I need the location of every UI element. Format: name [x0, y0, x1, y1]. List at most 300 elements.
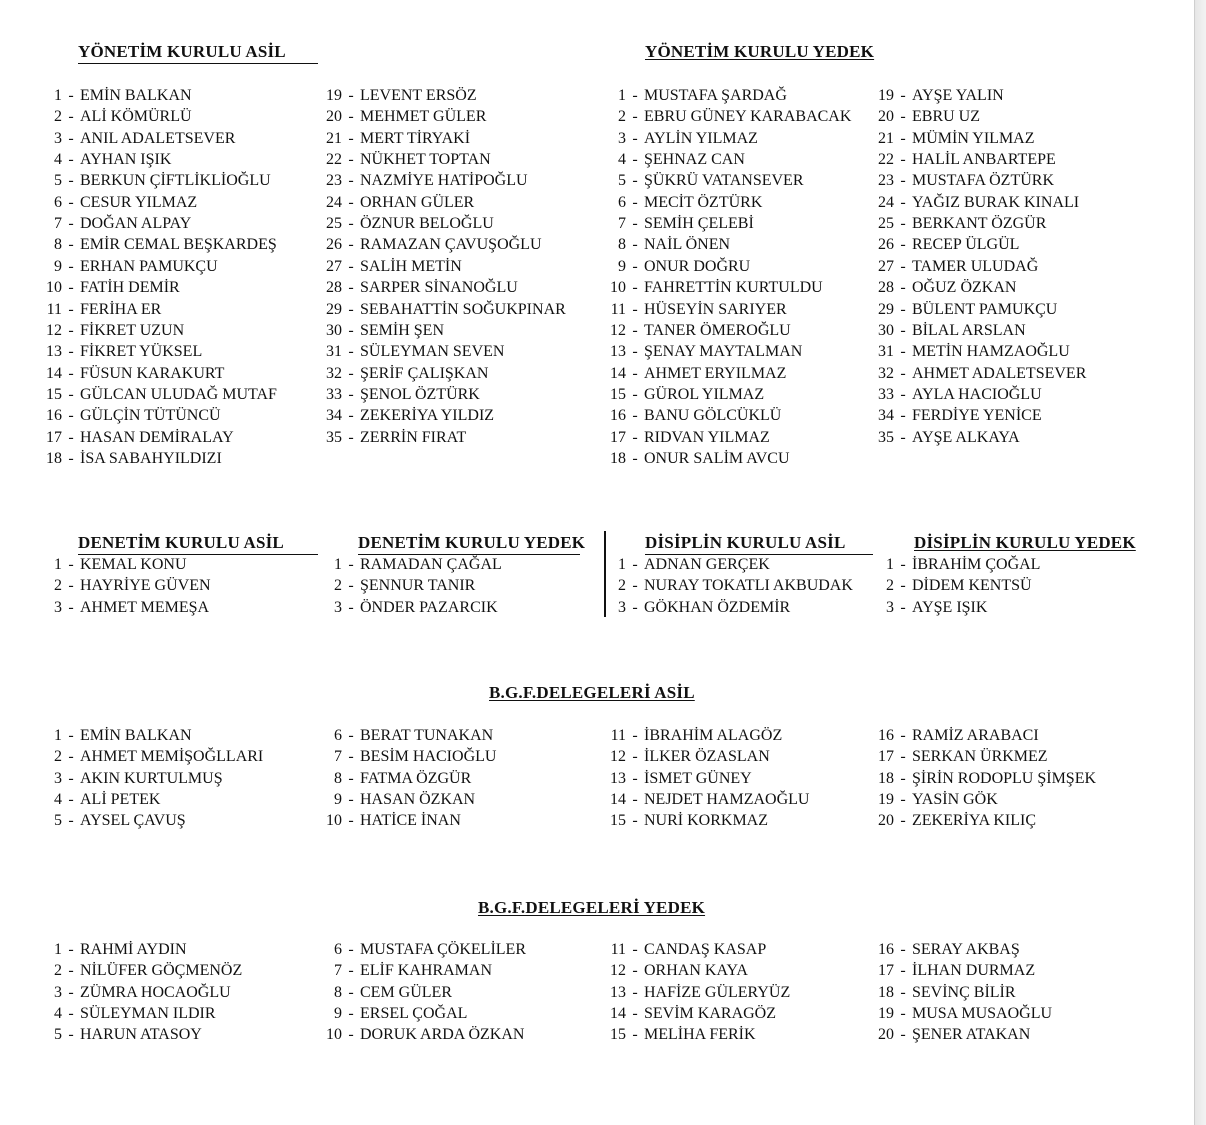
- member-name: ÖNDER PAZARCIK: [360, 598, 498, 616]
- list-item: [320, 128, 470, 149]
- item-number: 34: [878, 407, 894, 425]
- list-item: [40, 725, 192, 746]
- item-separator: -: [632, 791, 638, 809]
- member-name: SALİH METİN: [360, 257, 462, 275]
- list-item: [608, 575, 853, 596]
- list-item: [876, 106, 980, 127]
- item-separator: -: [900, 321, 906, 339]
- list-item: [876, 810, 1036, 831]
- item-separator: -: [68, 108, 74, 126]
- item-number: 2: [618, 108, 626, 126]
- item-number: 35: [878, 428, 894, 446]
- item-number: 1: [618, 556, 626, 573]
- item-separator: -: [348, 941, 354, 958]
- item-number: 10: [326, 1026, 342, 1044]
- item-number: 10: [610, 279, 626, 297]
- list-item: [320, 789, 475, 810]
- member-name: MELİHA FERİK: [644, 1026, 756, 1044]
- member-name: AHMET ADALETSEVER: [912, 364, 1087, 382]
- item-number: 21: [326, 129, 342, 147]
- item-separator: -: [68, 449, 74, 467]
- member-name: FATMA ÖZGÜR: [360, 769, 472, 787]
- item-separator: -: [900, 769, 906, 787]
- member-name: AYSEL ÇAVUŞ: [80, 812, 186, 830]
- item-number: 31: [326, 343, 342, 361]
- member-name: ORHAN KAYA: [644, 962, 748, 980]
- item-separator: -: [68, 1026, 74, 1044]
- list-item: [320, 1024, 524, 1045]
- list-item: [608, 106, 851, 127]
- item-separator: -: [632, 748, 638, 766]
- item-separator: -: [632, 129, 638, 147]
- list-item: [876, 213, 1046, 234]
- item-separator: -: [632, 87, 638, 104]
- member-name: MECİT ÖZTÜRK: [644, 193, 763, 211]
- list-item: [40, 810, 186, 831]
- item-number: 6: [334, 727, 342, 744]
- list-item: [40, 363, 224, 384]
- heading-denetim-yedek: DENETİM KURULU YEDEK: [358, 533, 580, 555]
- item-number: 13: [46, 343, 62, 361]
- member-name: EMİN BALKAN: [80, 727, 192, 744]
- list-item: [608, 746, 770, 767]
- item-number: 12: [610, 321, 626, 339]
- list-item: [40, 128, 235, 149]
- member-name: SERKAN ÜRKMEZ: [912, 748, 1048, 766]
- item-separator: -: [900, 193, 906, 211]
- member-name: LEVENT ERSÖZ: [360, 87, 477, 104]
- list-item: [608, 299, 787, 320]
- list-item: [320, 256, 462, 277]
- item-separator: -: [68, 193, 74, 211]
- item-number: 7: [54, 215, 62, 233]
- item-number: 8: [618, 236, 626, 254]
- item-number: 20: [878, 1026, 894, 1044]
- member-name: SARPER SİNANOĞLU: [360, 279, 518, 297]
- list-item: [608, 725, 782, 746]
- item-separator: -: [68, 172, 74, 190]
- item-number: 9: [54, 257, 62, 275]
- member-name: AYŞE IŞIK: [912, 598, 988, 616]
- item-separator: -: [348, 556, 354, 573]
- list-item: [320, 810, 461, 831]
- item-number: 5: [54, 1026, 62, 1044]
- list-item: [320, 575, 475, 596]
- member-name: RAHMİ AYDIN: [80, 941, 187, 958]
- item-separator: -: [632, 1026, 638, 1044]
- member-name: CESUR YILMAZ: [80, 193, 198, 211]
- list-item: [608, 448, 790, 469]
- list-item: [608, 789, 809, 810]
- member-name: ZEKERİYA YILDIZ: [360, 407, 495, 425]
- item-separator: -: [348, 812, 354, 830]
- member-name: ZERRİN FIRAT: [360, 428, 467, 446]
- member-name: METİN HAMZAOĞLU: [912, 343, 1070, 361]
- item-separator: -: [632, 1005, 638, 1023]
- item-number: 1: [54, 87, 62, 104]
- item-separator: -: [632, 364, 638, 382]
- list-item: [608, 1003, 776, 1024]
- list-item: [608, 1024, 756, 1045]
- member-name: ŞÜKRÜ VATANSEVER: [644, 172, 804, 190]
- item-separator: -: [632, 983, 638, 1001]
- item-separator: -: [900, 962, 906, 980]
- list-item: [40, 256, 218, 277]
- list-item: [876, 789, 998, 810]
- item-separator: -: [632, 598, 638, 616]
- item-number: 4: [54, 151, 62, 169]
- item-number: 8: [54, 236, 62, 254]
- heading-bgf-asil-text: B.G.F.DELEGELERİ ASİL: [489, 683, 695, 702]
- heading-disiplin-asil: DİSİPLİN KURULU ASİL: [645, 533, 873, 555]
- list-item: [320, 597, 498, 618]
- member-name: MUSTAFA ŞARDAĞ: [644, 87, 787, 104]
- list-item: [876, 725, 1039, 746]
- member-name: RAMADAN ÇAĞAL: [360, 556, 502, 573]
- list-item: [876, 939, 1020, 960]
- item-number: 31: [878, 343, 894, 361]
- item-number: 24: [326, 193, 342, 211]
- item-number: 17: [610, 428, 626, 446]
- item-separator: -: [68, 727, 74, 744]
- item-number: 14: [610, 791, 626, 809]
- item-separator: -: [900, 1026, 906, 1044]
- item-separator: -: [900, 983, 906, 1001]
- item-number: 15: [46, 385, 62, 403]
- member-name: SÜLEYMAN ILDIR: [80, 1005, 216, 1023]
- item-number: 23: [326, 172, 342, 190]
- list-item: [40, 789, 160, 810]
- item-number: 4: [54, 1005, 62, 1023]
- member-name: AKIN KURTULMUŞ: [80, 769, 223, 787]
- member-name: HARUN ATASOY: [80, 1026, 202, 1044]
- list-item: [608, 363, 786, 384]
- item-number: 8: [334, 983, 342, 1001]
- member-name: ORHAN GÜLER: [360, 193, 475, 211]
- item-number: 2: [54, 577, 62, 595]
- item-separator: -: [68, 279, 74, 297]
- member-name: ÖZNUR BELOĞLU: [360, 215, 494, 233]
- list-item: [876, 363, 1086, 384]
- item-number: 4: [618, 151, 626, 169]
- list-item: [876, 85, 1004, 106]
- item-separator: -: [900, 385, 906, 403]
- list-item: [40, 448, 222, 469]
- item-number: 18: [878, 983, 894, 1001]
- list-item: [320, 192, 474, 213]
- member-name: FAHRETTİN KURTULDU: [644, 279, 823, 297]
- member-name: EMİN BALKAN: [80, 87, 192, 104]
- item-number: 33: [326, 385, 342, 403]
- member-name: SERAY AKBAŞ: [912, 941, 1020, 958]
- member-name: İBRAHİM ALAGÖZ: [644, 727, 783, 744]
- member-name: RAMİZ ARABACI: [912, 727, 1039, 744]
- list-item: [608, 384, 764, 405]
- list-item: [876, 405, 1042, 426]
- item-number: 1: [54, 556, 62, 573]
- item-separator: -: [632, 321, 638, 339]
- item-number: 1: [54, 941, 62, 958]
- item-separator: -: [68, 407, 74, 425]
- list-item: [876, 746, 1048, 767]
- item-number: 17: [878, 748, 894, 766]
- list-item: [320, 170, 528, 191]
- item-number: 12: [46, 321, 62, 339]
- list-item: [40, 597, 209, 618]
- member-name: FÜSUN KARAKURT: [80, 364, 225, 382]
- item-separator: -: [348, 577, 354, 595]
- item-separator: -: [68, 385, 74, 403]
- item-number: 18: [46, 449, 62, 467]
- list-item: [320, 234, 542, 255]
- list-item: [40, 554, 187, 575]
- member-name: SEVİNÇ BİLİR: [912, 983, 1016, 1001]
- item-number: 29: [326, 300, 342, 318]
- item-number: 7: [618, 215, 626, 233]
- item-number: 5: [54, 172, 62, 190]
- list-item: [876, 299, 1057, 320]
- item-number: 23: [878, 172, 894, 190]
- member-name: ANIL ADALETSEVER: [80, 129, 236, 147]
- item-separator: -: [68, 598, 74, 616]
- member-name: MUSTAFA ÖZTÜRK: [912, 172, 1054, 190]
- item-number: 12: [610, 962, 626, 980]
- item-number: 5: [54, 812, 62, 830]
- member-name: EBRU GÜNEY KARABACAK: [644, 108, 852, 126]
- item-separator: -: [632, 727, 638, 744]
- list-item: [876, 1024, 1030, 1045]
- item-separator: -: [348, 428, 354, 446]
- list-item: [608, 320, 791, 341]
- member-name: SEMİH ÇELEBİ: [644, 215, 754, 233]
- item-number: 11: [610, 727, 626, 744]
- list-item: [320, 768, 471, 789]
- member-name: BERAT TUNAKAN: [360, 727, 494, 744]
- item-separator: -: [68, 769, 74, 787]
- item-number: 3: [54, 598, 62, 616]
- member-name: AHMET ERYILMAZ: [644, 364, 787, 382]
- list-item: [320, 427, 466, 448]
- member-name: ALİ PETEK: [80, 791, 161, 809]
- member-name: SEBAHATTİN SOĞUKPINAR: [360, 300, 566, 318]
- item-separator: -: [68, 236, 74, 254]
- item-separator: -: [348, 172, 354, 190]
- list-item: [320, 982, 452, 1003]
- item-number: 20: [878, 108, 894, 126]
- item-number: 26: [878, 236, 894, 254]
- item-number: 9: [618, 257, 626, 275]
- heading-bgf-yedek-text: B.G.F.DELEGELERİ YEDEK: [478, 898, 706, 917]
- item-number: 16: [878, 727, 894, 744]
- list-item: [876, 768, 1096, 789]
- member-name: YASİN GÖK: [912, 791, 998, 809]
- item-separator: -: [348, 1005, 354, 1023]
- item-separator: -: [68, 983, 74, 1001]
- list-item: [608, 810, 768, 831]
- member-name: GÜLCAN ULUDAĞ MUTAF: [80, 385, 277, 403]
- item-number: 16: [878, 941, 894, 958]
- list-item: [320, 384, 480, 405]
- member-name: ŞENOL ÖZTÜRK: [360, 385, 480, 403]
- item-number: 22: [326, 151, 342, 169]
- list-item: [608, 128, 758, 149]
- member-name: ELİF KAHRAMAN: [360, 962, 492, 980]
- heading-disiplin-yedek: [914, 533, 1136, 553]
- item-number: 2: [54, 748, 62, 766]
- item-number: 3: [54, 129, 62, 147]
- item-separator: -: [632, 941, 638, 958]
- member-name: NİLÜFER GÖÇMENÖZ: [80, 962, 243, 980]
- item-number: 32: [326, 364, 342, 382]
- member-name: NURAY TOKATLI AKBUDAK: [644, 577, 853, 595]
- member-name: ŞİRİN RODOPLU ŞİMŞEK: [912, 769, 1097, 787]
- member-name: BERKUN ÇİFTLİKLİOĞLU: [80, 172, 271, 190]
- member-name: AYHAN IŞIK: [80, 151, 172, 169]
- list-item: [320, 939, 526, 960]
- item-separator: -: [68, 300, 74, 318]
- item-separator: -: [900, 279, 906, 297]
- item-number: 15: [610, 812, 626, 830]
- member-name: ŞENNUR TANIR: [360, 577, 476, 595]
- member-name: FİKRET UZUN: [80, 321, 185, 339]
- item-number: 30: [878, 321, 894, 339]
- item-separator: -: [632, 556, 638, 573]
- item-separator: -: [632, 769, 638, 787]
- item-separator: -: [348, 321, 354, 339]
- item-number: 17: [46, 428, 62, 446]
- member-name: BÜLENT PAMUKÇU: [912, 300, 1058, 318]
- list-item: [608, 982, 790, 1003]
- item-number: 2: [54, 962, 62, 980]
- member-name: İLKER ÖZASLAN: [644, 748, 770, 766]
- item-number: 18: [878, 769, 894, 787]
- member-name: ERHAN PAMUKÇU: [80, 257, 218, 275]
- item-separator: -: [900, 428, 906, 446]
- member-name: İSA SABAHYILDIZI: [80, 449, 222, 467]
- item-number: 5: [618, 172, 626, 190]
- list-item: [40, 1024, 202, 1045]
- item-separator: -: [68, 257, 74, 275]
- item-separator: -: [632, 343, 638, 361]
- item-separator: -: [632, 407, 638, 425]
- list-item: [40, 405, 221, 426]
- member-name: KEMAL KONU: [80, 556, 187, 573]
- item-separator: -: [348, 236, 354, 254]
- list-item: [40, 149, 171, 170]
- member-name: İBRAHİM ÇOĞAL: [912, 556, 1041, 573]
- item-separator: -: [900, 129, 906, 147]
- item-number: 25: [326, 215, 342, 233]
- item-separator: -: [348, 279, 354, 297]
- member-name: RAMAZAN ÇAVUŞOĞLU: [360, 236, 542, 254]
- list-item: [40, 939, 187, 960]
- item-number: 7: [334, 962, 342, 980]
- item-separator: -: [348, 727, 354, 744]
- item-number: 6: [618, 193, 626, 211]
- list-item: [40, 427, 234, 448]
- item-separator: -: [632, 151, 638, 169]
- item-number: 16: [610, 407, 626, 425]
- item-separator: -: [900, 1005, 906, 1023]
- list-item: [876, 170, 1054, 191]
- member-name: HÜSEYİN SARIYER: [644, 300, 787, 318]
- member-name: İLHAN DURMAZ: [912, 962, 1036, 980]
- item-number: 13: [610, 983, 626, 1001]
- member-name: NURİ KORKMAZ: [644, 812, 768, 830]
- member-name: AYLA HACIOĞLU: [912, 385, 1042, 403]
- item-separator: -: [348, 87, 354, 104]
- item-separator: -: [68, 364, 74, 382]
- item-separator: -: [348, 407, 354, 425]
- member-name: HAYRİYE GÜVEN: [80, 577, 211, 595]
- item-number: 18: [610, 449, 626, 467]
- item-number: 2: [54, 108, 62, 126]
- list-item: [876, 256, 1038, 277]
- item-number: 7: [334, 748, 342, 766]
- item-separator: -: [900, 727, 906, 744]
- item-number: 6: [334, 941, 342, 958]
- member-name: ERSEL ÇOĞAL: [360, 1005, 468, 1023]
- item-number: 30: [326, 321, 342, 339]
- member-name: AYŞE YALIN: [912, 87, 1004, 104]
- member-name: FİKRET YÜKSEL: [80, 343, 203, 361]
- item-number: 22: [878, 151, 894, 169]
- item-separator: -: [348, 1026, 354, 1044]
- member-name: FATİH DEMİR: [80, 279, 180, 297]
- item-separator: -: [900, 343, 906, 361]
- item-number: 3: [618, 598, 626, 616]
- item-number: 10: [326, 812, 342, 830]
- member-name: OĞUZ ÖZKAN: [912, 279, 1017, 297]
- item-number: 19: [326, 87, 342, 104]
- item-number: 11: [46, 300, 62, 318]
- member-name: EMİR CEMAL BEŞKARDEŞ: [80, 236, 277, 254]
- list-item: [876, 341, 1070, 362]
- item-number: 25: [878, 215, 894, 233]
- list-item: [876, 960, 1035, 981]
- list-item: [608, 597, 790, 618]
- list-item: [608, 256, 750, 277]
- item-separator: -: [900, 364, 906, 382]
- member-name: NEJDET HAMZAOĞLU: [644, 791, 810, 809]
- list-item: [876, 192, 1079, 213]
- member-name: RIDVAN YILMAZ: [644, 428, 770, 446]
- list-item: [876, 427, 1020, 448]
- item-number: 33: [878, 385, 894, 403]
- item-separator: -: [900, 791, 906, 809]
- list-item: [320, 746, 496, 767]
- item-separator: -: [632, 172, 638, 190]
- list-item: [608, 170, 804, 191]
- list-item: [608, 277, 823, 298]
- member-name: AYŞE ALKAYA: [912, 428, 1020, 446]
- item-separator: -: [68, 941, 74, 958]
- heading-yonetim-yedek-text: YÖNETİM KURULU YEDEK: [645, 42, 875, 61]
- list-item: [40, 575, 211, 596]
- item-number: 2: [886, 577, 894, 595]
- item-separator: -: [632, 215, 638, 233]
- item-separator: -: [68, 556, 74, 573]
- member-name: SEMİH ŞEN: [360, 321, 445, 339]
- item-separator: -: [900, 812, 906, 830]
- item-separator: -: [632, 428, 638, 446]
- item-separator: -: [900, 172, 906, 190]
- member-name: FERİHA ER: [80, 300, 162, 318]
- member-name: BANU GÖLCÜKLÜ: [644, 407, 782, 425]
- item-separator: -: [900, 556, 906, 573]
- item-separator: -: [348, 791, 354, 809]
- item-separator: -: [348, 257, 354, 275]
